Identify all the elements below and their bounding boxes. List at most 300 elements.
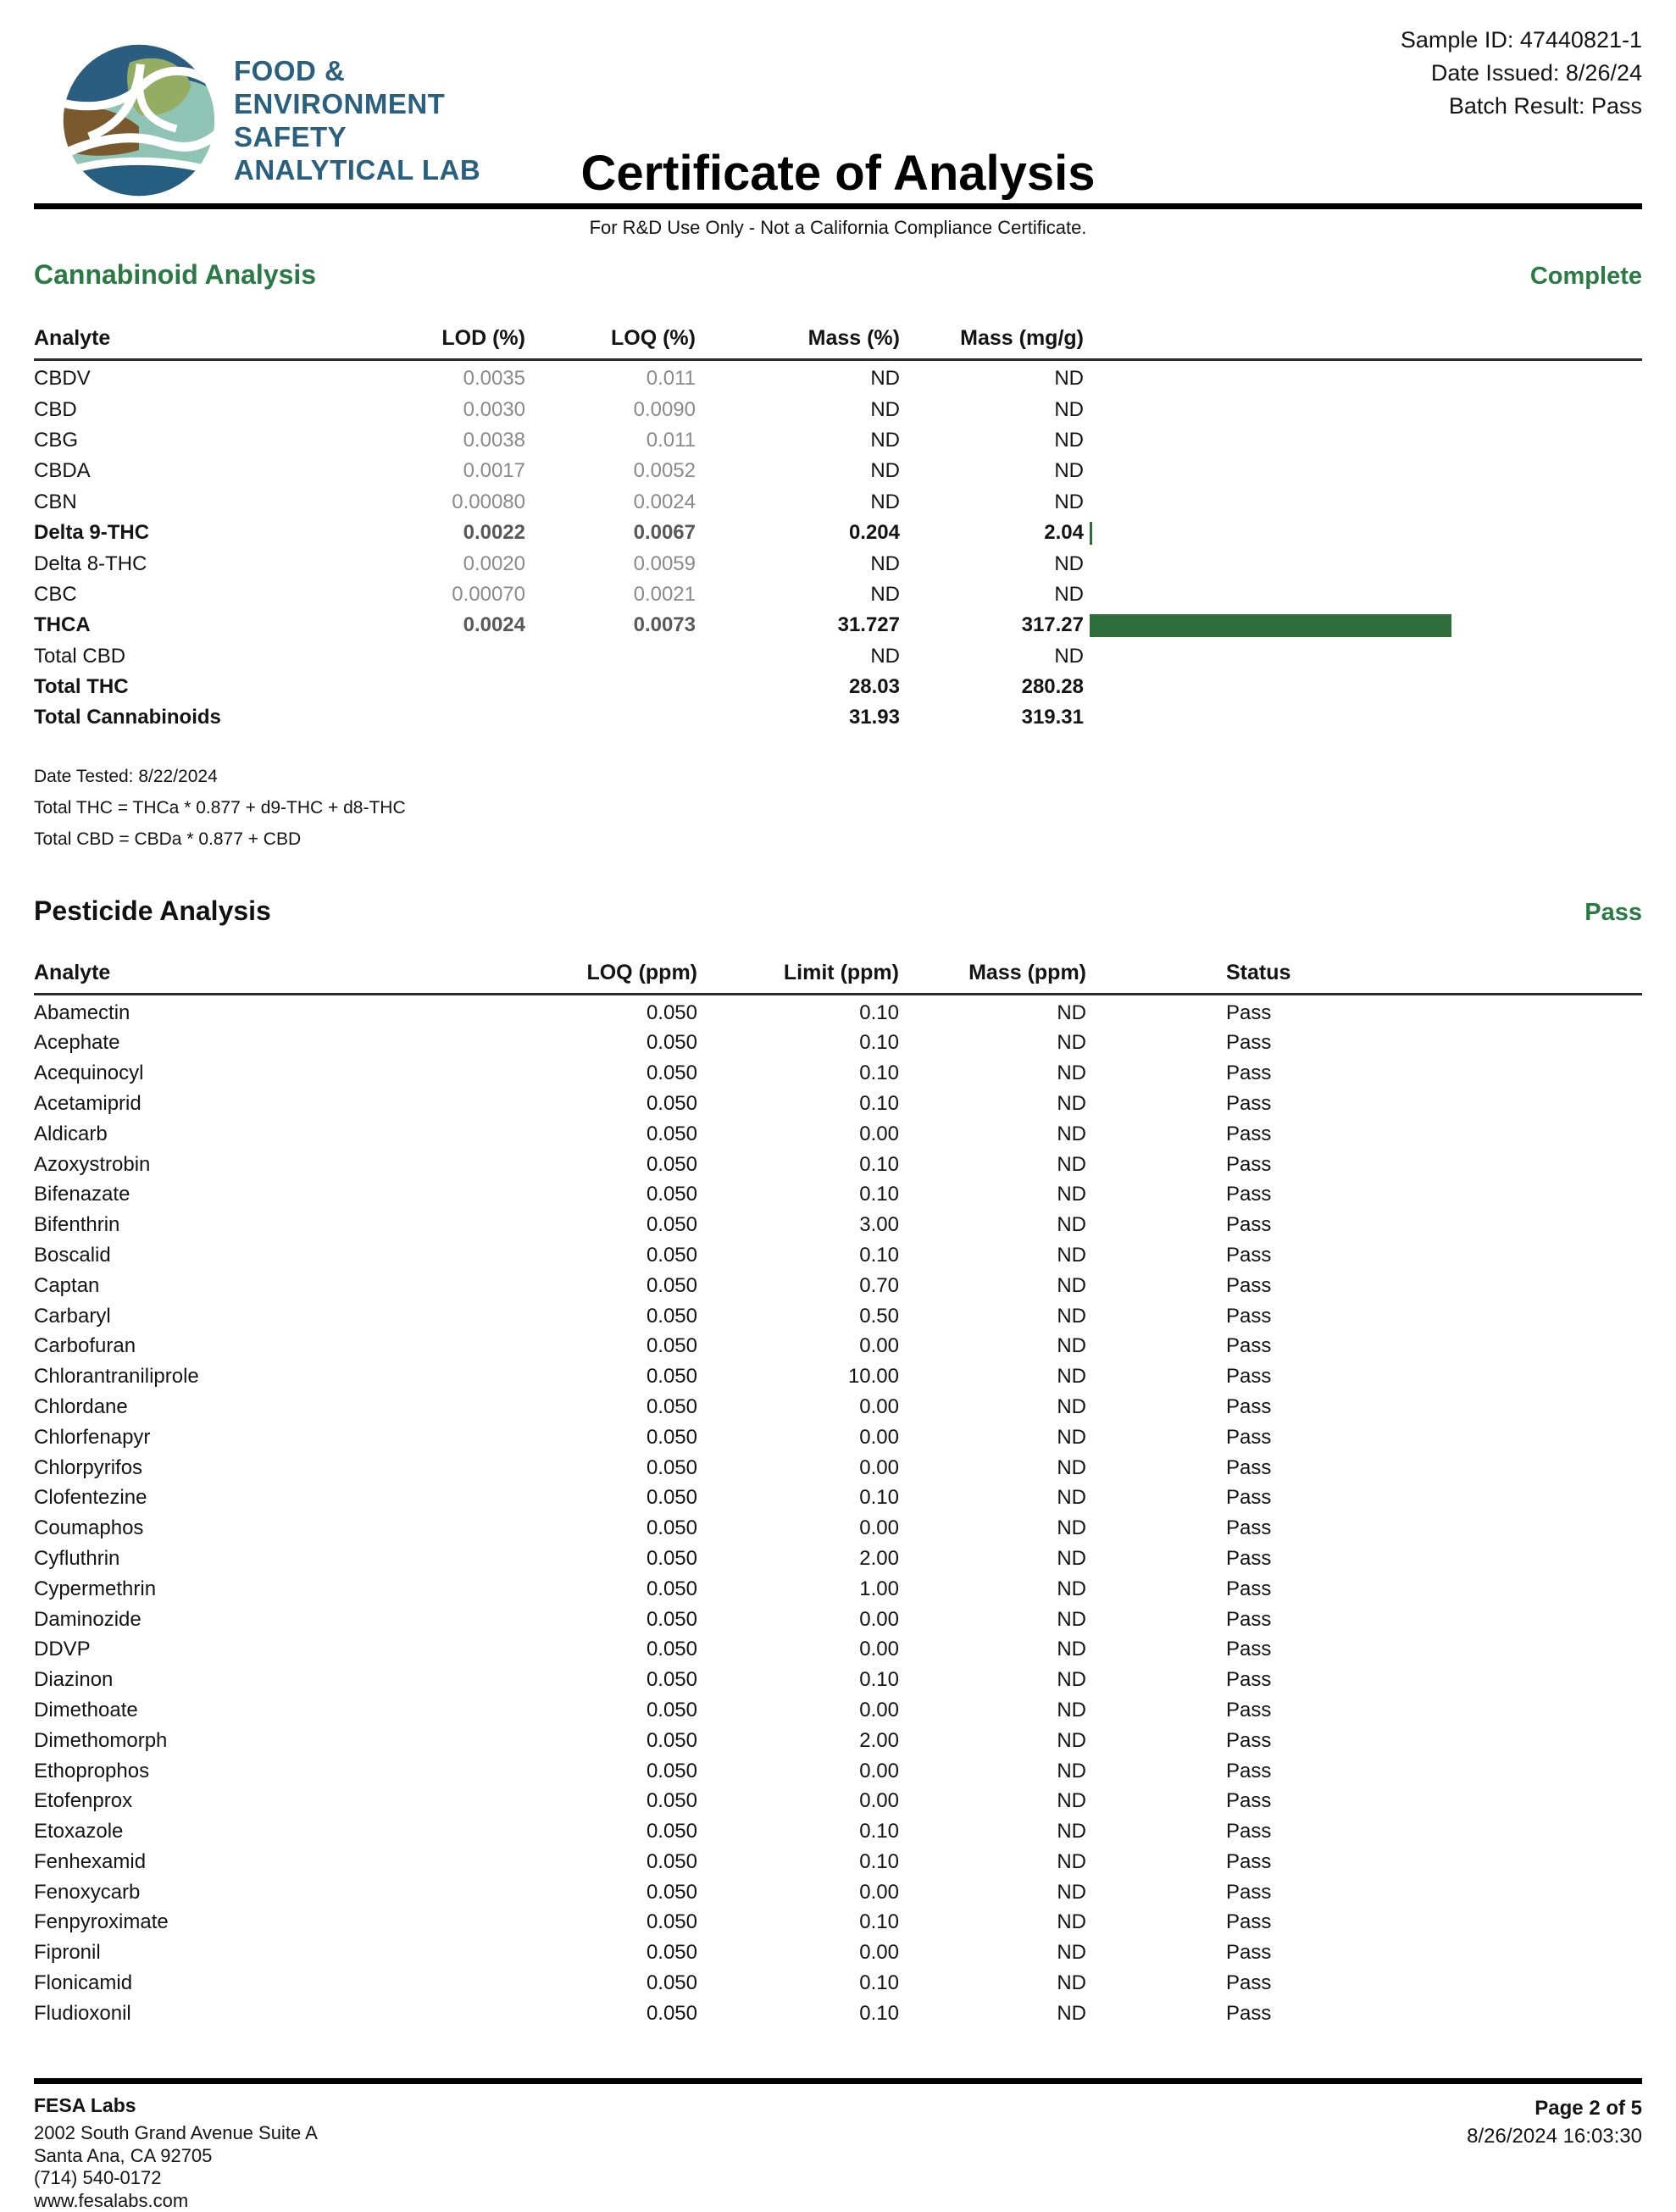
status-value: Pass [1226,1577,1272,1600]
analyte-name: Fipronil [34,1941,101,1965]
limit-ppm-value: 0.10 [859,1062,899,1085]
loq-ppm-value: 0.050 [646,1425,697,1449]
mass-ppm-value: ND [1057,1183,1086,1206]
loq-ppm-value: 0.050 [646,1001,697,1024]
col-mass-ppm: Mass (ppm) [968,960,1086,984]
status-value: Pass [1226,1213,1272,1237]
cannabinoid-status-badge: Complete [1529,263,1642,290]
mass-ppm-value: ND [1057,1577,1086,1600]
mass-mgg-value: 280.28 [1021,675,1084,699]
lod-value: 0.00070 [452,582,525,606]
limit-ppm-value: 0.10 [859,1668,899,1692]
footer-phone: (714) 540-0172 [34,2167,162,2189]
col-lod: LOD (%) [441,326,525,350]
loq-ppm-value: 0.050 [646,1789,697,1813]
sample-info [1401,24,1642,123]
col-loq-ppm: LOQ (ppm) [586,960,697,984]
pesticide-row [34,1968,1642,1999]
mass-pct-value: ND [870,552,900,575]
status-value: Pass [1226,1273,1272,1297]
pesticide-table [34,961,1642,2029]
footer-lab-info [34,2094,318,2212]
analyte-name: Acequinocyl [34,1062,144,1085]
pesticide-row [34,1786,1642,1816]
header [34,0,1642,203]
mass-ppm-value: ND [1057,2001,1086,2025]
analyte-name: THCA [34,613,91,637]
mass-bar-cell [1084,425,1642,456]
mass-ppm-value: ND [1057,1062,1086,1085]
loq-ppm-value: 0.050 [646,1152,697,1176]
status-value: Pass [1226,1971,1272,1995]
footer-website: www.fesalabs.com [34,2189,189,2211]
loq-ppm-value: 0.050 [646,1273,697,1297]
mass-bar [1090,614,1451,637]
col-limit-ppm: Limit (ppm) [783,960,899,984]
loq-ppm-value: 0.050 [646,1486,697,1510]
pesticide-row [34,1574,1642,1605]
mass-bar [1090,522,1092,545]
mass-mgg-value: ND [1054,397,1084,421]
analyte-name: Chlorpyrifos [34,1455,143,1479]
loq-ppm-value: 0.050 [646,1455,697,1479]
loq-ppm-value: 0.050 [646,1031,697,1055]
lod-value: 0.00080 [452,490,525,513]
mass-ppm-value: ND [1057,1455,1086,1479]
pesticide-row [34,1119,1642,1150]
mass-pct-value: ND [870,397,900,421]
loq-ppm-value: 0.050 [646,1728,697,1752]
loq-ppm-value: 0.050 [646,1183,697,1206]
mass-ppm-value: ND [1057,1273,1086,1297]
status-value: Pass [1226,1941,1272,1965]
loq-value: 0.0067 [633,521,696,545]
mass-bar-cell [1084,363,1642,394]
mass-ppm-value: ND [1057,1486,1086,1510]
cannabinoid-row [34,548,1642,579]
pesticide-status-badge: Pass [1584,898,1642,926]
status-value: Pass [1226,1486,1272,1510]
mass-bar-cell [1084,548,1642,579]
mass-ppm-value: ND [1057,1820,1086,1843]
cannabinoid-row [34,425,1642,456]
analyte-name: CBC [34,582,77,606]
loq-ppm-value: 0.050 [646,1304,697,1328]
mass-bar-cell [1084,610,1642,640]
status-value: Pass [1226,1607,1272,1631]
limit-ppm-value: 0.00 [859,1789,899,1813]
loq-ppm-value: 0.050 [646,1820,697,1843]
analyte-name: Total Cannabinoids [34,706,221,729]
mass-ppm-value: ND [1057,1638,1086,1661]
analyte-name: CBDV [34,367,91,391]
analyte-name: Total CBD [34,644,126,668]
mass-ppm-value: ND [1057,1031,1086,1055]
analyte-name: Bifenazate [34,1183,130,1206]
limit-ppm-value: 0.10 [859,1091,899,1115]
limit-ppm-value: 0.10 [859,1971,899,1995]
pesticide-row [34,1665,1642,1695]
mass-pct-value: 31.93 [848,706,900,729]
mass-mgg-value: ND [1054,459,1084,483]
loq-ppm-value: 0.050 [646,1334,697,1358]
limit-ppm-value: 0.00 [859,1516,899,1540]
status-value: Pass [1226,1638,1272,1661]
loq-ppm-value: 0.050 [646,1668,697,1692]
brand-line-3: SAFETY [234,121,347,152]
analyte-name: Captan [34,1273,100,1297]
pesticide-row [34,1028,1642,1058]
pesticide-row [34,1089,1642,1119]
lod-value: 0.0017 [463,459,525,483]
status-value: Pass [1226,1152,1272,1176]
status-value: Pass [1226,1516,1272,1540]
footer [34,2094,1642,2212]
mass-pct-value: ND [870,644,900,668]
footer-address-line1: 2002 South Grand Avenue Suite A [34,2122,318,2144]
mass-bar-cell [1084,456,1642,486]
pesticide-row [34,1756,1642,1787]
analyte-name: Fenoxycarb [34,1880,141,1904]
status-value: Pass [1226,1062,1272,1085]
loq-ppm-value: 0.050 [646,1213,697,1237]
limit-ppm-value: 0.10 [859,1031,899,1055]
footer-lab-name: FESA Labs [34,2093,136,2116]
cannabinoid-row [34,672,1642,702]
pesticide-row [34,1847,1642,1877]
limit-ppm-value: 0.10 [859,1849,899,1873]
cannabinoid-table-body [34,363,1642,734]
status-value: Pass [1226,1334,1272,1358]
mass-ppm-value: ND [1057,1759,1086,1782]
analyte-name: Boscalid [34,1243,111,1267]
mass-ppm-value: ND [1057,1425,1086,1449]
pesticide-row [34,1240,1642,1271]
mass-ppm-value: ND [1057,1394,1086,1418]
lod-value: 0.0024 [463,613,525,637]
status-value: Pass [1226,1759,1272,1782]
limit-ppm-value: 0.10 [859,1820,899,1843]
analyte-name: Abamectin [34,1001,130,1024]
status-value: Pass [1226,1031,1272,1055]
limit-ppm-value: 0.00 [859,1607,899,1631]
cannabinoid-row [34,641,1642,672]
footer-page-info [1467,2094,1642,2212]
header-rule [34,203,1642,209]
pesticide-row [34,1999,1642,2029]
col-mass-pct: Mass (%) [807,326,900,350]
loq-ppm-value: 0.050 [646,2001,697,2025]
mass-ppm-value: ND [1057,1668,1086,1692]
loq-ppm-value: 0.050 [646,1910,697,1934]
loq-ppm-value: 0.050 [646,1607,697,1631]
pesticide-section-head [34,895,1642,927]
analyte-name: Etofenprox [34,1789,133,1813]
cannabinoid-notes [34,761,1642,855]
mass-bar-cell [1084,394,1642,424]
analyte-name: Dimethoate [34,1698,138,1721]
limit-ppm-value: 0.50 [859,1304,899,1328]
mass-bar-cell [1084,518,1642,548]
analyte-name: Fenpyroximate [34,1910,169,1934]
analyte-name: Diazinon [34,1668,114,1692]
mass-bar-cell [1084,672,1642,702]
col-status: Status [1226,960,1291,984]
pesticide-row [34,1271,1642,1301]
limit-ppm-value: 0.10 [859,1183,899,1206]
status-value: Pass [1226,1183,1272,1206]
loq-ppm-value: 0.050 [646,1971,697,1995]
analyte-name: Delta 8-THC [34,552,147,575]
pesticide-row [34,1544,1642,1574]
analyte-name: Cypermethrin [34,1577,157,1600]
status-value: Pass [1226,1698,1272,1721]
limit-ppm-value: 3.00 [859,1213,899,1237]
mass-mgg-value: ND [1054,428,1084,452]
pesticide-row [34,1634,1642,1665]
pesticide-row [34,1908,1642,1938]
sample-id: Sample ID: 47440821-1 [1400,27,1642,53]
analyte-name: Aldicarb [34,1122,108,1145]
pesticide-row [34,1816,1642,1847]
limit-ppm-value: 0.00 [859,1394,899,1418]
mass-ppm-value: ND [1057,1546,1086,1570]
limit-ppm-value: 0.00 [859,1122,899,1145]
mass-ppm-value: ND [1057,1607,1086,1631]
pesticide-row [34,998,1642,1028]
pesticide-row [34,1453,1642,1483]
status-value: Pass [1226,1789,1272,1813]
cannabinoid-row [34,487,1642,518]
mass-pct-value: ND [870,428,900,452]
limit-ppm-value: 0.10 [859,1001,899,1024]
cannabinoid-row [34,518,1642,548]
mass-pct-value: ND [870,490,900,513]
pesticide-row [34,1938,1642,1968]
mass-ppm-value: ND [1057,1971,1086,1995]
loq-ppm-value: 0.050 [646,1091,697,1115]
analyte-name: Bifenthrin [34,1213,120,1237]
mass-ppm-value: ND [1057,1213,1086,1237]
limit-ppm-value: 2.00 [859,1728,899,1752]
pesticide-row [34,1361,1642,1392]
mass-mgg-value: 2.04 [1044,521,1084,545]
mass-bar-cell [1084,641,1642,672]
loq-value: 0.011 [646,428,696,452]
analyte-name: Delta 9-THC [34,521,150,545]
lod-value: 0.0038 [463,428,525,452]
loq-ppm-value: 0.050 [646,1365,697,1389]
analyte-name: CBD [34,397,77,421]
col-analyte: Analyte [34,326,111,350]
mass-pct-value: ND [870,582,900,606]
pesticide-section-title: Pesticide Analysis [34,895,271,926]
loq-value: 0.0090 [633,397,696,421]
footer-address-line2: Santa Ana, CA 92705 [34,2144,213,2166]
cannabinoid-row [34,579,1642,610]
analyte-name: Azoxystrobin [34,1152,151,1176]
cannabinoid-table-header [34,326,1642,361]
status-value: Pass [1226,1455,1272,1479]
status-value: Pass [1226,1091,1272,1115]
loq-value: 0.0024 [633,490,696,513]
mass-ppm-value: ND [1057,1698,1086,1721]
limit-ppm-value: 0.00 [859,1455,899,1479]
limit-ppm-value: 0.10 [859,1152,899,1176]
loq-ppm-value: 0.050 [646,1849,697,1873]
analyte-name: Daminozide [34,1607,142,1631]
mass-mgg-value: 319.31 [1021,706,1084,729]
mass-ppm-value: ND [1057,1516,1086,1540]
analyte-name: Total THC [34,675,129,699]
loq-ppm-value: 0.050 [646,1243,697,1267]
mass-mgg-value: ND [1054,490,1084,513]
limit-ppm-value: 0.00 [859,1880,899,1904]
status-value: Pass [1226,1728,1272,1752]
lod-value: 0.0035 [463,367,525,391]
analyte-name: Fludioxonil [34,2001,131,2025]
loq-value: 0.0052 [633,459,696,483]
limit-ppm-value: 0.10 [859,1486,899,1510]
analyte-name: CBDA [34,459,91,483]
footer-rule [34,2078,1642,2084]
analyte-name: CBN [34,490,77,513]
loq-value: 0.011 [646,367,696,391]
footer-page-number: Page 2 of 5 [1534,2096,1642,2120]
lod-value: 0.0030 [463,397,525,421]
status-value: Pass [1226,1910,1272,1934]
mass-ppm-value: ND [1057,1243,1086,1267]
mass-ppm-value: ND [1057,1941,1086,1965]
analyte-name: Acephate [34,1031,120,1055]
status-value: Pass [1226,1365,1272,1389]
loq-value: 0.0059 [633,552,696,575]
mass-ppm-value: ND [1057,1001,1086,1024]
loq-ppm-value: 0.050 [646,1880,697,1904]
mass-pct-value: 0.204 [848,521,900,545]
cannabinoid-row [34,610,1642,640]
status-value: Pass [1226,1425,1272,1449]
pesticide-table-body [34,998,1642,2029]
pesticide-row [34,1210,1642,1240]
status-value: Pass [1226,1849,1272,1873]
mass-ppm-value: ND [1057,1091,1086,1115]
status-value: Pass [1226,1820,1272,1843]
analyte-name: Ethoprophos [34,1759,150,1782]
status-value: Pass [1226,1546,1272,1570]
cannabinoid-section-head [34,259,1642,291]
cannabinoid-row [34,394,1642,424]
analyte-name: Dimethomorph [34,1728,168,1752]
mass-mgg-value: ND [1054,552,1084,575]
batch-result: Batch Result: Pass [1448,93,1642,119]
pesticide-table-header [34,961,1642,995]
loq-ppm-value: 0.050 [646,1516,697,1540]
cannabinoid-row [34,702,1642,733]
limit-ppm-value: 0.10 [859,1243,899,1267]
pesticide-row [34,1726,1642,1756]
mass-bar-cell [1084,487,1642,518]
analyte-name: CBG [34,428,79,452]
limit-ppm-value: 0.00 [859,1334,899,1358]
total-thc-formula: Total THC = THCa * 0.877 + d9-THC + d8-THC [34,797,406,818]
analyte-name: Fenhexamid [34,1849,147,1873]
limit-ppm-value: 0.00 [859,1698,899,1721]
mass-ppm-value: ND [1057,1122,1086,1145]
mass-pct-value: 31.727 [837,613,900,637]
mass-mgg-value: ND [1054,644,1084,668]
pesticide-row [34,1331,1642,1361]
mass-ppm-value: ND [1057,1880,1086,1904]
mass-mgg-value: ND [1054,367,1084,391]
pesticide-row [34,1483,1642,1513]
limit-ppm-value: 0.00 [859,1425,899,1449]
total-cbd-formula: Total CBD = CBDa * 0.877 + CBD [34,829,302,849]
mass-pct-value: ND [870,459,900,483]
mass-ppm-value: ND [1057,1334,1086,1358]
loq-ppm-value: 0.050 [646,1759,697,1782]
mass-ppm-value: ND [1057,1152,1086,1176]
pesticide-row [34,1392,1642,1422]
brand-line-4: ANALYTICAL LAB [234,154,481,186]
mass-mgg-value: 317.27 [1021,613,1084,637]
col-mass-mgg: Mass (mg/g) [960,326,1084,350]
loq-ppm-value: 0.050 [646,1062,697,1085]
mass-ppm-value: ND [1057,1365,1086,1389]
loq-ppm-value: 0.050 [646,1577,697,1600]
pesticide-row [34,1877,1642,1908]
status-value: Pass [1226,2001,1272,2025]
limit-ppm-value: 0.00 [859,1638,899,1661]
status-value: Pass [1226,1394,1272,1418]
col-analyte: Analyte [34,960,111,984]
analyte-name: Acetamiprid [34,1091,142,1115]
limit-ppm-value: 0.00 [859,1941,899,1965]
pesticide-row [34,1605,1642,1635]
page-title: Certificate of Analysis [580,146,1096,201]
analyte-name: Chlorfenapyr [34,1425,151,1449]
cannabinoid-row [34,363,1642,394]
pesticide-row [34,1422,1642,1453]
pesticide-row [34,1301,1642,1332]
limit-ppm-value: 2.00 [859,1546,899,1570]
cannabinoid-row [34,456,1642,486]
status-value: Pass [1226,1243,1272,1267]
col-loq: LOQ (%) [611,326,696,350]
mass-ppm-value: ND [1057,1728,1086,1752]
mass-mgg-value: ND [1054,582,1084,606]
brand-line-2: ENVIRONMENT [234,88,446,119]
pesticide-row [34,1513,1642,1544]
status-value: Pass [1226,1668,1272,1692]
limit-ppm-value: 1.00 [859,1577,899,1600]
analyte-name: Flonicamid [34,1971,133,1995]
loq-value: 0.0073 [633,613,696,637]
mass-ppm-value: ND [1057,1304,1086,1328]
mass-pct-value: 28.03 [848,675,900,699]
analyte-name: Clofentezine [34,1486,147,1510]
limit-ppm-value: 0.10 [859,2001,899,2025]
footer-datetime: 8/26/2024 16:03:30 [1467,2124,1642,2148]
mass-ppm-value: ND [1057,1849,1086,1873]
analyte-name: Carbaryl [34,1304,111,1328]
subtitle: For R&D Use Only - Not a California Compliance Certificate. [589,217,1087,238]
status-value: Pass [1226,1880,1272,1904]
loq-ppm-value: 0.050 [646,1394,697,1418]
brand-line-1: FOOD & [234,55,346,86]
mass-pct-value: ND [870,367,900,391]
loq-ppm-value: 0.050 [646,1122,697,1145]
